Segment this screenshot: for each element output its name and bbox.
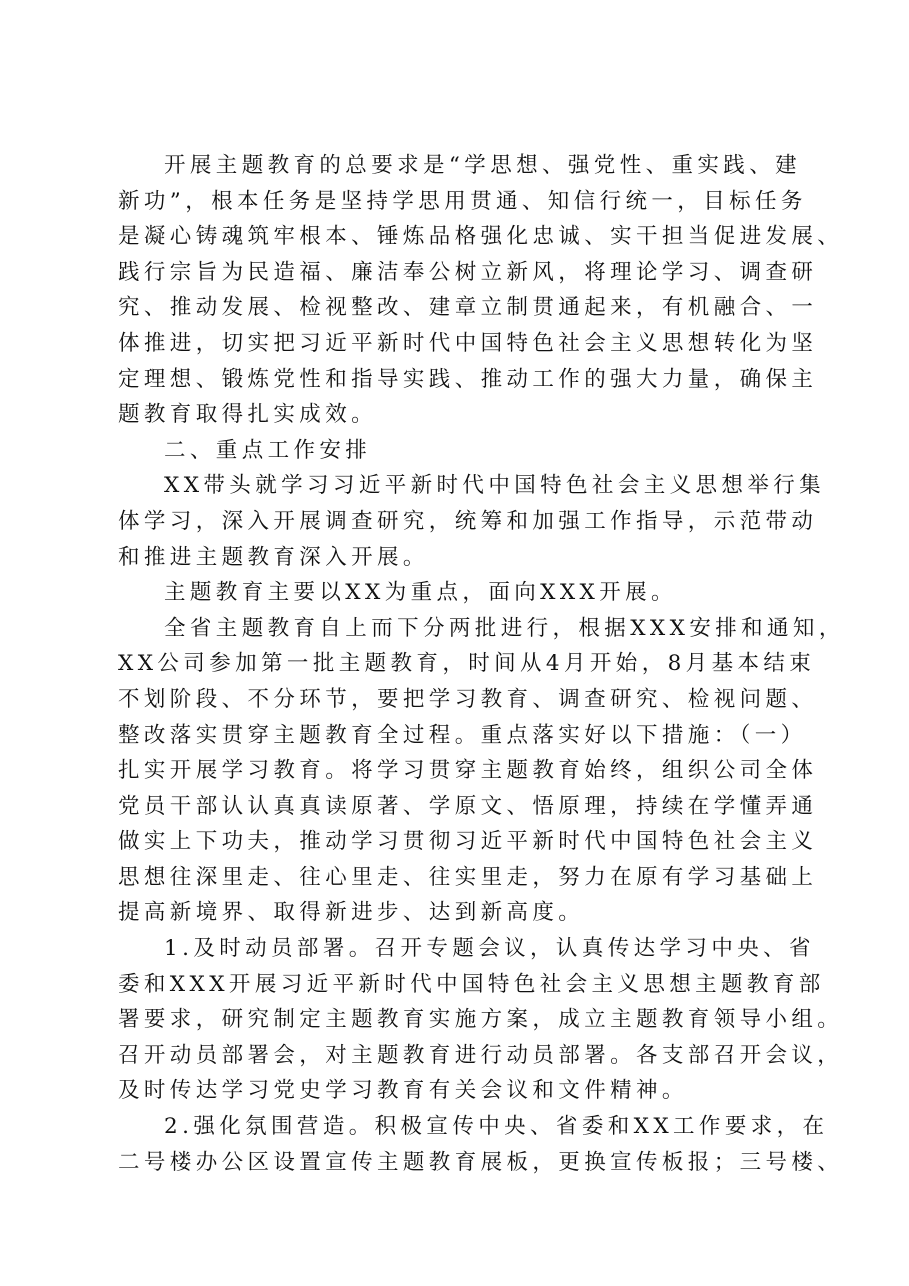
document-body	[118, 148, 845, 1180]
text-line: 委和XXX开展习近平新时代中国特色社会主义思想主题教育部	[118, 971, 825, 997]
text-line: 二号楼办公区设置宣传主题教育展板，更换宣传板报；三号楼、	[118, 1149, 844, 1175]
text-line: 整改落实贯穿主题教育全过程。重点落实好以下措施：（一）	[118, 722, 807, 748]
text-line: 2.强化氛围营造。积极宣传中央、省委和XX工作要求，在	[164, 1114, 829, 1140]
text-line: 新功”，根本任务是坚持学思用贯通、知信行统一，目标任务	[118, 188, 807, 214]
text-line: 体学习，深入开展调查研究，统筹和加强工作指导，示范带动	[118, 508, 818, 534]
text-line: 做实上下功夫，推动学习贯彻习近平新时代中国特色社会主义	[118, 829, 818, 855]
text-line: 扎实开展学习教育。将学习贯穿主题教育始终，组织公司全体	[118, 758, 818, 784]
text-line: 党员干部认认真真读原著、学原文、悟原理，持续在学懂弄通	[118, 793, 818, 819]
text-line: 题教育取得扎实成效。	[118, 402, 378, 428]
text-line: 署要求，研究制定主题教育实施方案，成立主题教育领导小组。	[118, 1007, 844, 1033]
text-line: 提高新境界、取得新进步、达到新高度。	[118, 900, 585, 926]
text-line: 究、推动发展、检视整改、建章立制贯通起来，有机融合、一	[118, 295, 818, 321]
text-line: 开展主题教育的总要求是“学思想、强党性、重实践、建	[164, 153, 801, 178]
text-line: 践行宗旨为民造福、廉洁奉公树立新风，将理论学习、调查研	[118, 259, 818, 285]
text-line: 主题教育主要以XX为重点，面向XXX开展。	[164, 580, 677, 606]
text-line: 是凝心铸魂筑牢根本、锤炼品格强化忠诚、实干担当促进发展、	[118, 224, 844, 250]
text-line: 召开动员部署会，对主题教育进行动员部署。各支部召开会议，	[118, 1042, 844, 1068]
text-line: XX公司参加第一批主题教育，时间从4月开始，8月基本结束	[118, 651, 816, 677]
text-line: 和推进主题教育深入开展。	[118, 544, 429, 570]
text-line: 全省主题教育自上而下分两批进行，根据XXX安排和通知，	[164, 615, 845, 641]
text-line: 不划阶段、不分环节，要把学习教育、调查研究、检视问题、	[118, 686, 818, 712]
text-line: 思想往深里走、往心里走、往实里走，努力在原有学习基础上	[118, 864, 818, 890]
text-line: 1.及时动员部署。召开专题会议，认真传达学习中央、省	[164, 936, 815, 962]
text-line: 及时传达学习党史学习教育有关会议和文件精神。	[118, 1078, 688, 1104]
text-line: 体推进，切实把习近平新时代中国特色社会主义思想转化为坚	[118, 330, 818, 356]
text-line: XX带头就学习习近平新时代中国特色社会主义思想举行集	[164, 473, 826, 499]
text-line: 二、重点工作安排	[164, 437, 372, 463]
text-line: 定理想、锻炼党性和指导实践、推动工作的强大力量，确保主	[118, 366, 818, 392]
